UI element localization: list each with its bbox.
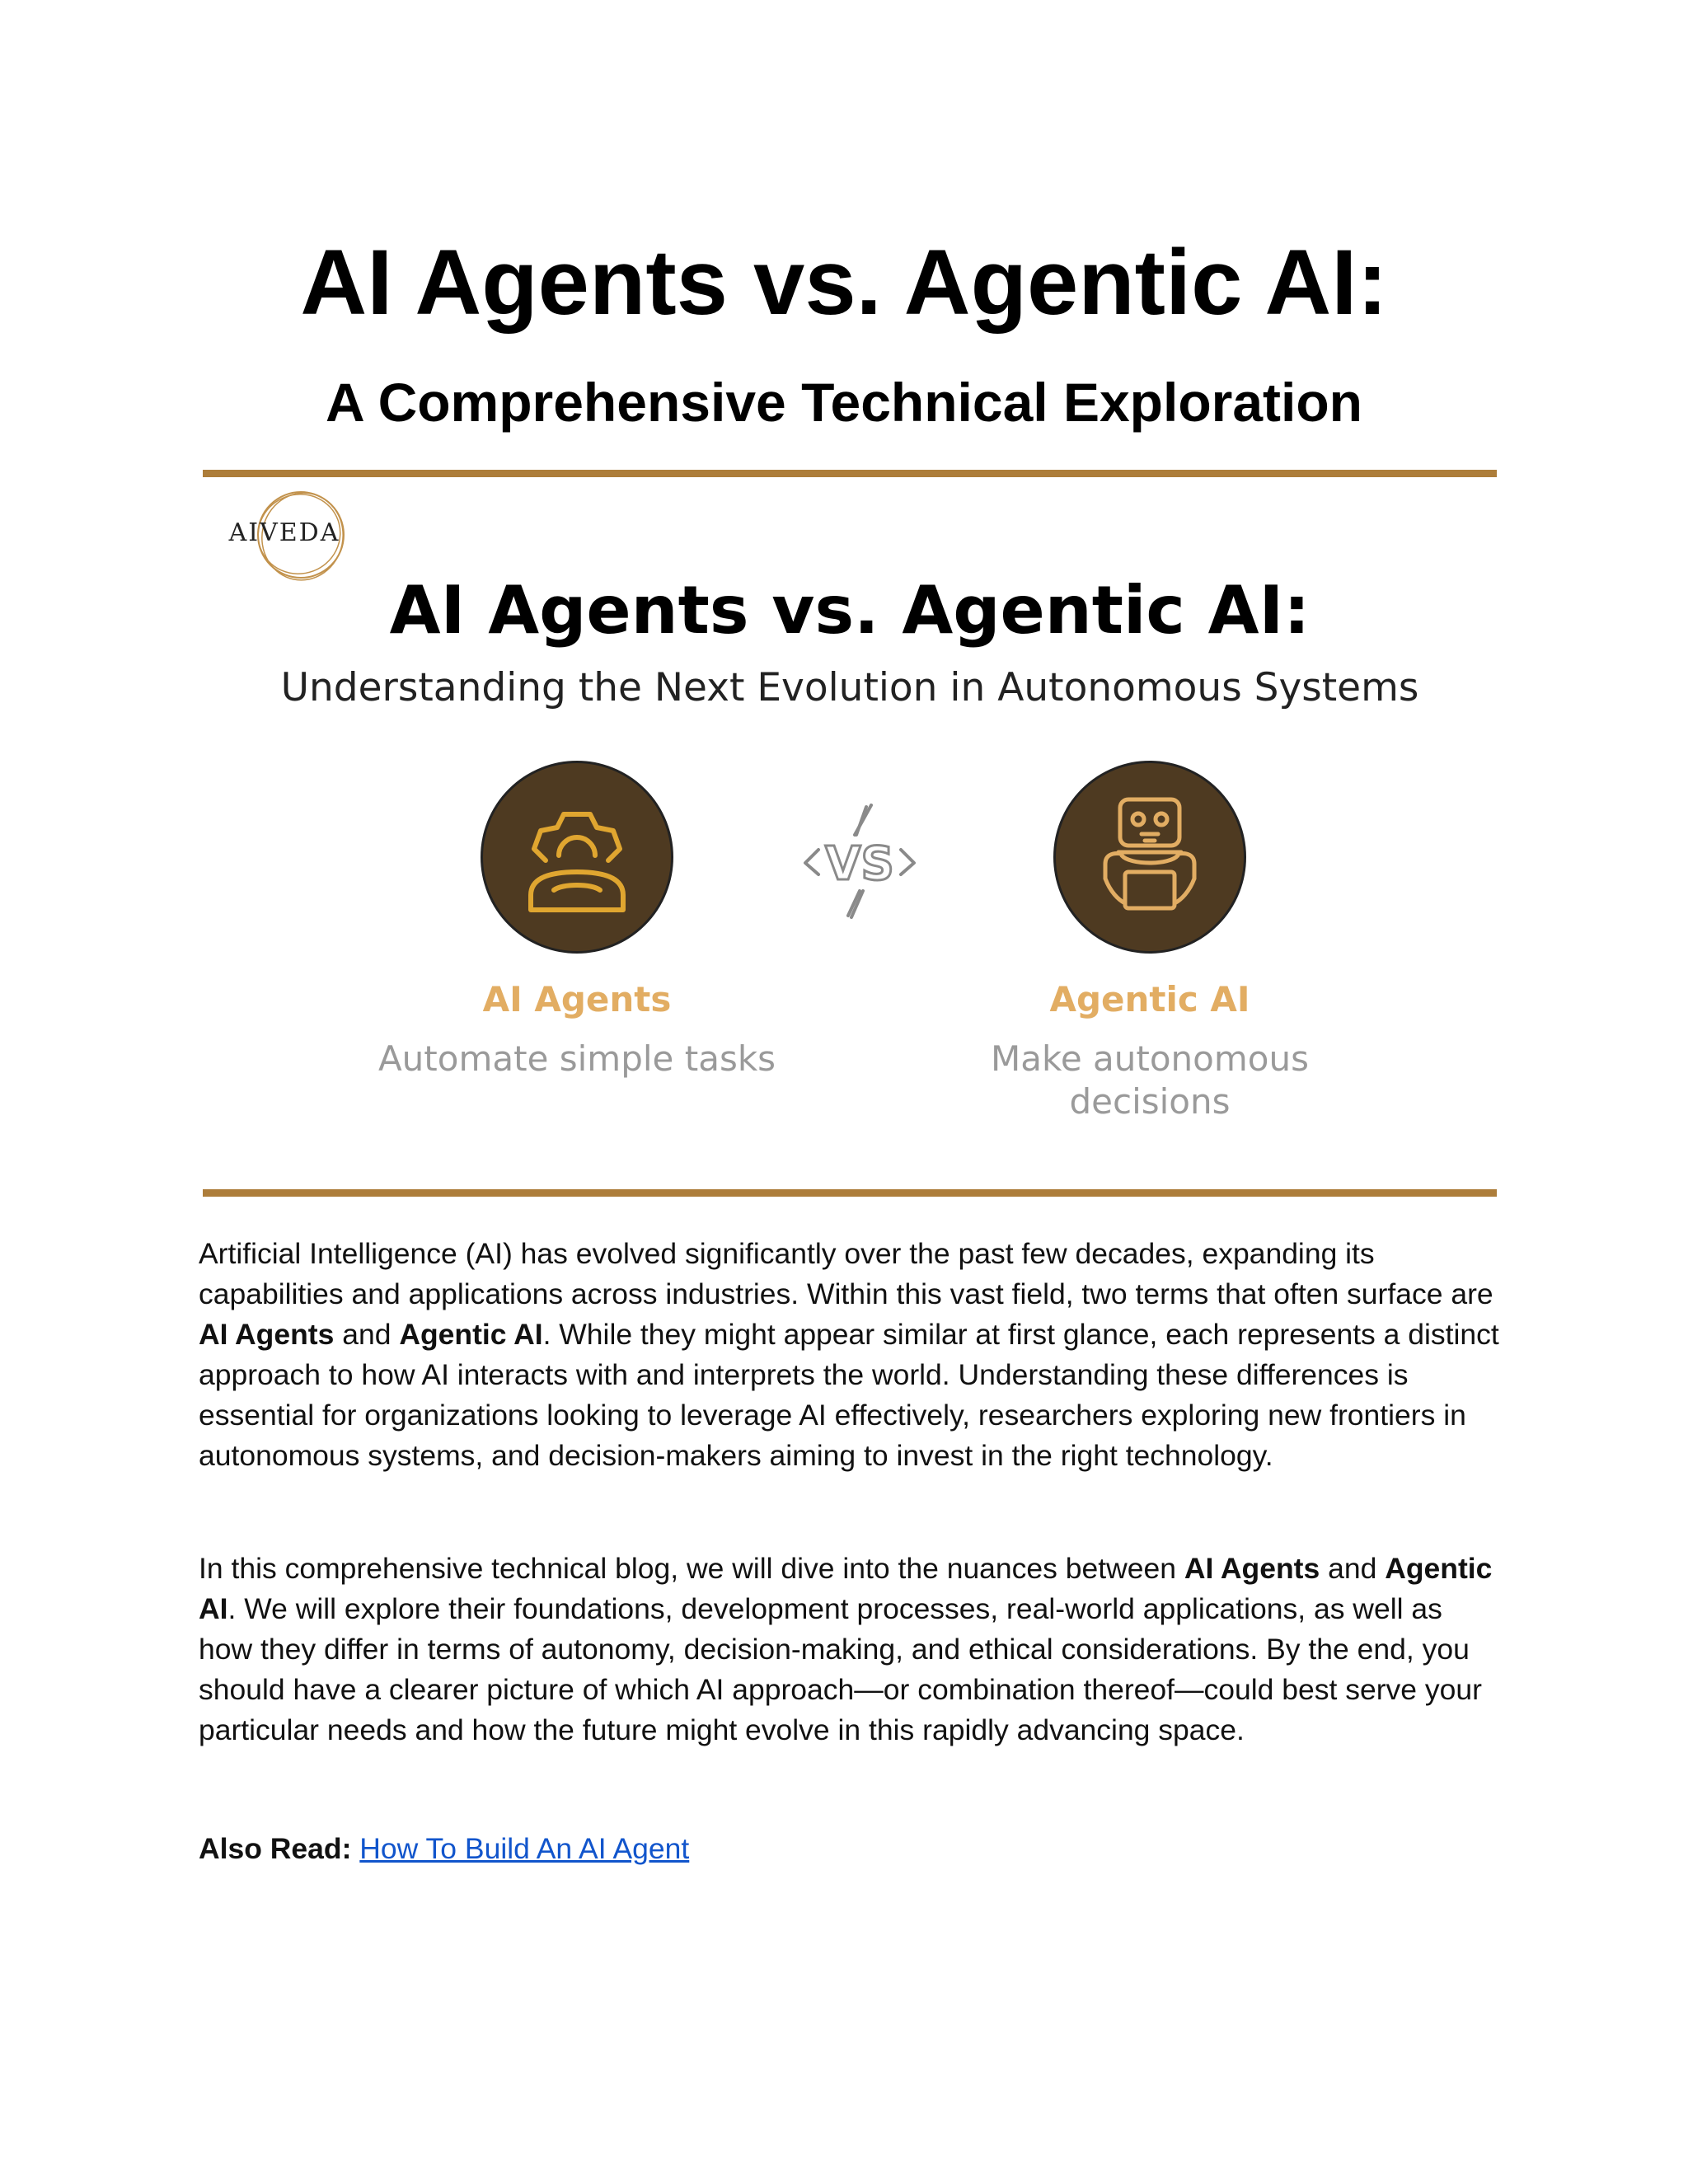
p1-bold-ai-agents: AI Agents xyxy=(199,1318,335,1351)
robot-icon xyxy=(1056,763,1244,951)
agentic-ai-icon-circle xyxy=(1053,761,1246,954)
ai-agents-label: AI Agents xyxy=(482,979,672,1019)
gear-phone-icon xyxy=(483,763,671,951)
bottom-divider xyxy=(203,1189,1497,1197)
document-subtitle: A Comprehensive Technical Exploration xyxy=(326,372,1362,433)
ai-agents-icon-circle xyxy=(481,761,673,954)
hero-banner-image xyxy=(203,477,1497,1189)
p2-text-3: . We will explore their foundations, development processes, real-world applications, as well as how they differ in terms of autonomy, decision-making, and ethical considerations. By the end, you should have a clearer picture of which AI approach—or combination thereof—could best serve your particular needs and how the future might evolve in this rapidly advancing space. xyxy=(199,1592,1482,1746)
overview-paragraph xyxy=(199,1549,1501,1750)
vs-text: VS xyxy=(825,837,894,891)
p1-text-3: . While they might appear similar at first glance, each represents a distinct approach to how AI interacts with and interprets the world. Understanding these differences is essential for organizations looking to leverage AI effectively, researchers exploring new frontiers in autonomous systems, and decision-makers aiming to invest in the right technology. xyxy=(199,1318,1499,1472)
vs-lightning-icon xyxy=(802,799,917,922)
also-read-link[interactable]: How To Build An AI Agent xyxy=(359,1832,690,1865)
agentic-ai-description: Make autonomous decisions xyxy=(991,1038,1309,1122)
p2-text-2: and xyxy=(1320,1552,1386,1585)
p1-bold-agentic-ai: Agentic AI xyxy=(399,1318,543,1351)
document-title: AI Agents vs. Agentic AI: xyxy=(300,231,1388,334)
banner-title: AI Agents vs. Agentic AI: xyxy=(389,572,1311,649)
ai-agents-description: Automate simple tasks xyxy=(377,1038,776,1079)
intro-paragraph xyxy=(199,1234,1501,1476)
p2-bold-ai-agents: AI Agents xyxy=(1184,1552,1320,1585)
also-read-label: Also Read: xyxy=(199,1832,352,1865)
p2-bold-agentic-ai: Agentic AI xyxy=(199,1552,1493,1625)
top-divider xyxy=(203,470,1497,477)
banner-subtitle: Understanding the Next Evolution in Autonomous Systems xyxy=(280,665,1419,710)
p1-text-1: Artificial Intelligence (AI) has evolved significantly over the past few decades, expanding its capabilities and applications across industries. Within this vast field, two terms that often surface are xyxy=(199,1237,1493,1310)
also-read xyxy=(199,1829,1501,1869)
agentic-ai-label: Agentic AI xyxy=(1049,979,1250,1019)
p2-text-1: In this comprehensive technical blog, we will dive into the nuances between xyxy=(199,1552,1184,1585)
logo-text: AIVEDA xyxy=(228,518,340,547)
p1-text-2: and xyxy=(334,1318,400,1351)
